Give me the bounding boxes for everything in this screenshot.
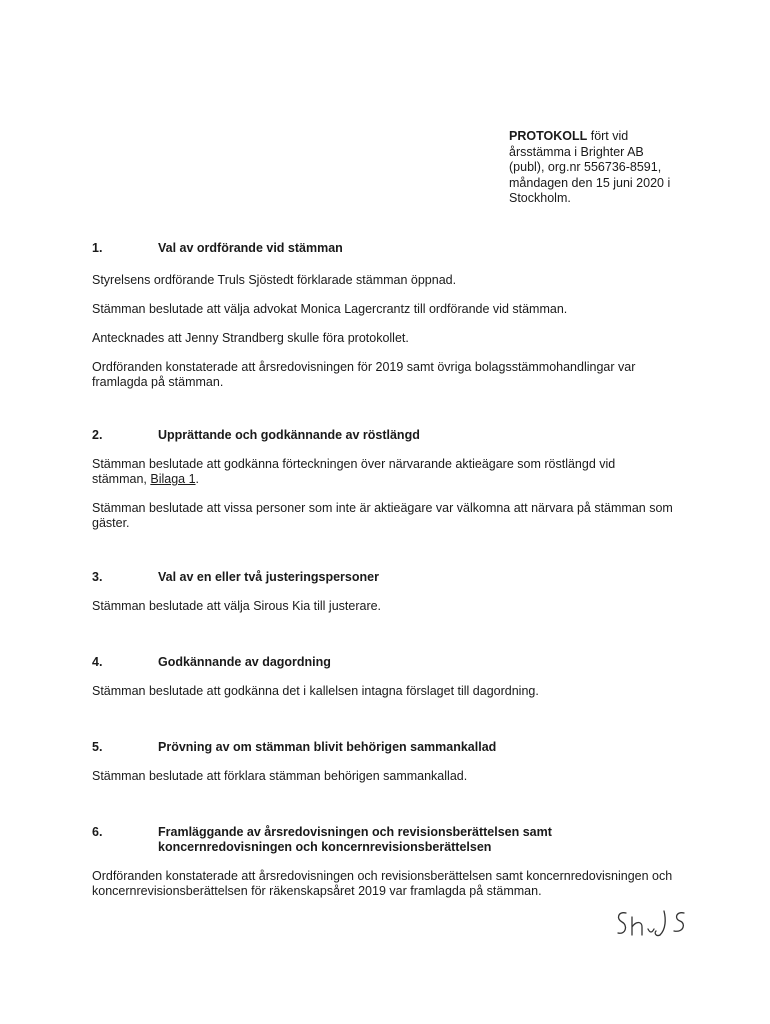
handwritten-initials-signature [612,905,692,941]
header-line-2: årsstämma i Brighter AB [509,144,644,159]
header-line-4: måndagen den 15 juni 2020 i [509,175,671,190]
section-title: Framläggande av årsredovisningen och revisionsberättelsen samt koncernredovisningen och koncernrevisionsberättelsen [158,825,552,854]
header-line-1: fört vid [587,129,629,143]
section-heading [92,428,682,443]
paragraph: Stämman beslutade att välja advokat Monica Lagercrantz till ordförande vid stämman. [92,302,568,316]
section-5 [92,740,682,784]
section-title: Val av ordförande vid stämman [158,241,343,255]
paragraph: Ordföranden konstaterade att årsredovisningen och revisionsberättelsen samt koncernredovisningen och koncernrevisionsberättelsen för räkenskapsåret 2019 var framlagda på stämman. [92,869,673,898]
section-heading [92,825,682,855]
section-2 [92,428,682,531]
header-line-3: (publ), org.nr 556736-8591, [509,160,662,174]
section-title: Val av en eller två justeringspersoner [158,570,379,584]
section-4 [92,655,682,699]
section-title: Prövning av om stämman blivit behörigen sammankallad [158,740,497,754]
paragraph: Stämman beslutade att förklara stämman behörigen sammankallad. [92,769,468,783]
paragraph: Stämman beslutade att godkänna det i kallelsen intagna förslaget till dagordning. [92,684,539,698]
section-heading [92,655,682,670]
paragraph-text: . [195,472,200,486]
section-heading [92,570,682,585]
section-number: 1. [92,241,103,255]
section-6 [92,825,682,899]
paragraph [92,457,662,487]
section-heading [92,241,682,256]
protocol-title: PROTOKOLL [509,129,588,143]
paragraph: Styrelsens ordförande Truls Sjöstedt förklarade stämman öppnad. [92,273,457,287]
section-number: 4. [92,655,103,669]
section-heading [92,740,682,755]
attachment-reference: Bilaga 1 [150,472,196,486]
paragraph-text: Stämman beslutade att godkänna förteckningen över närvarande aktieägare som röstlängd vid stämman, [92,457,616,486]
protocol-header [509,129,689,207]
section-1 [92,241,682,390]
header-line-5: Stockholm. [509,191,571,205]
section-number: 6. [92,825,103,839]
section-number: 2. [92,428,103,442]
paragraph: Stämman beslutade att välja Sirous Kia till justerare. [92,599,382,613]
section-title: Upprättande och godkännande av röstlängd [158,428,420,442]
section-3 [92,570,682,614]
section-title: Godkännande av dagordning [158,655,331,669]
section-number: 5. [92,740,103,754]
paragraph: Antecknades att Jenny Strandberg skulle föra protokollet. [92,331,409,345]
paragraph: Ordföranden konstaterade att årsredovisningen för 2019 samt övriga bolagsstämmohandlingar var framlagda på stämman. [92,360,636,389]
paragraph: Stämman beslutade att vissa personer som inte är aktieägare var välkomna att närvara på stämman som gäster. [92,501,673,530]
section-number: 3. [92,570,103,584]
